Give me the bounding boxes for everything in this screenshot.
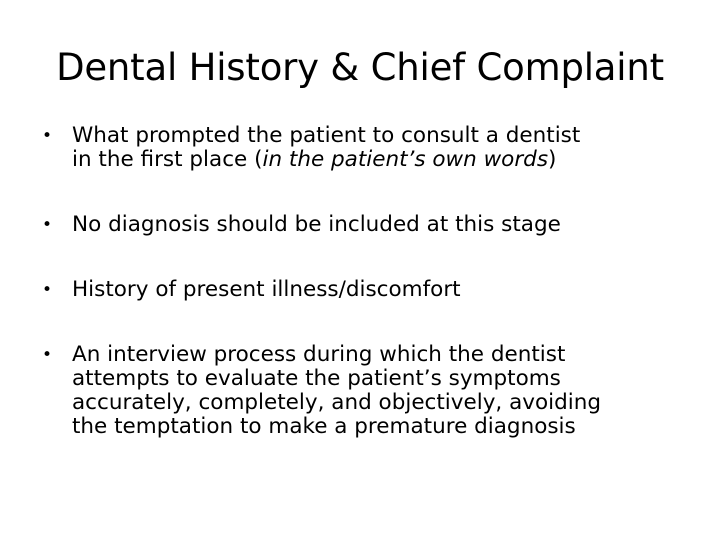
bullet-icon: • — [42, 280, 53, 300]
bullet-list — [42, 124, 706, 439]
bullet-line: attempts to evaluate the patient’s symptoms — [72, 366, 561, 391]
bullet-item-present-illness — [42, 278, 706, 302]
slide-title: Dental History & Chief Complaint — [56, 46, 664, 89]
bullet-line: No diagnosis should be included at this stage — [72, 212, 561, 237]
bullet-line: the temptation to make a premature diagnosis — [72, 414, 576, 439]
bullet-line: What prompted the patient to consult a dentist — [72, 123, 581, 148]
bullet-icon: • — [42, 126, 53, 146]
bullet-item-no-diagnosis — [42, 213, 706, 237]
bullet-line: accurately, completely, and objectively, avoiding — [72, 390, 602, 415]
bullet-emphasis: in the patient’s own words — [262, 147, 549, 172]
bullet-line — [72, 148, 706, 172]
bullet-text: in the first place ( — [72, 147, 263, 172]
bullet-icon: • — [42, 215, 53, 235]
bullet-line: History of present illness/discomfort — [72, 277, 461, 302]
bullet-icon: • — [42, 345, 53, 365]
bullet-line: An interview process during which the dentist — [72, 342, 566, 367]
bullet-text: ) — [548, 147, 557, 172]
bullet-item-consult-reason — [42, 124, 706, 172]
bullet-item-interview-process — [42, 343, 706, 439]
